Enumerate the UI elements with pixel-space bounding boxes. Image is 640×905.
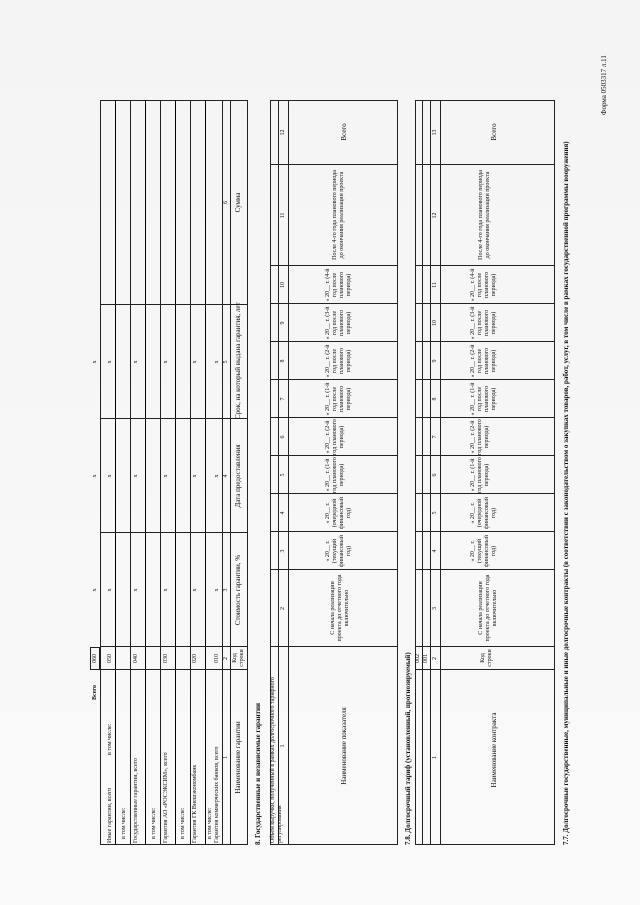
- colnum: 6: [432, 473, 438, 477]
- col-y6-header: « 20__ г. (2-й год после планового периода): [470, 344, 497, 378]
- colnum: 5: [280, 473, 286, 477]
- section-7-8-title: 7.8. Долгосрочный тариф (установленный, прогнозируемый): [404, 652, 412, 845]
- s8-amount-header: Сумма: [234, 192, 242, 213]
- colnum: 3: [280, 549, 286, 553]
- col-y4-header: « 20__ г. (2-й год планового периода): [470, 419, 490, 455]
- colnum: 6: [280, 435, 286, 439]
- s8-row-sub: в том числе:: [180, 807, 186, 839]
- s8-row-date: x: [163, 474, 169, 478]
- colnum: 12: [280, 129, 286, 136]
- s78-y8-header: « 20__ г. (4-й год после планового периода): [325, 268, 352, 302]
- colnum: 8: [280, 359, 286, 363]
- s8-total-date: x: [92, 474, 98, 478]
- colnum: 2: [432, 657, 438, 660]
- s78-y5-header: « 20__ г. (1-й год после планового периода): [325, 382, 352, 416]
- s8-row-cost: x: [133, 588, 139, 592]
- s8-row-code: 030: [163, 654, 169, 663]
- s8-row-cost: x: [192, 588, 198, 592]
- colnum: 2: [280, 607, 286, 610]
- s8-row-date: x: [107, 474, 113, 478]
- col-y8-header: « 20__ г. (4-й год после планового периода): [470, 268, 497, 302]
- s78-y7-header: « 20__ г. (3-й год после планового периода): [325, 306, 352, 340]
- s8-row-name: Государственные гарантии, всего: [133, 758, 139, 843]
- colnum: 7: [280, 397, 286, 401]
- col-after-header: После 4-го года планового периода до окончания реализации проекта: [478, 170, 491, 260]
- colnum: 2: [223, 657, 229, 660]
- colnum: 4: [280, 511, 286, 515]
- s8-row-cost: x: [163, 588, 169, 592]
- s78-y4-header: « 20__ г. (2-й год планового периода): [325, 419, 345, 455]
- colnum: 13: [432, 129, 438, 136]
- s78-since-start-header: С начала реализации проекта до отчетного года включительно: [330, 574, 350, 642]
- s78-after-header: После 4-го года планового периода до окончания реализации проекта: [332, 170, 345, 260]
- col-code-header: Код строки: [480, 649, 493, 667]
- s8-row-term: x: [133, 360, 139, 364]
- col-y2-header: « 20__ г. (очередной финансовый год): [470, 497, 497, 529]
- s8-row-name: Гарантия ГК Внешэкономбанк: [192, 764, 198, 843]
- s8-row-cost: x: [214, 588, 220, 592]
- s8-row-name: Гарантия АО «РОСЭКСИМ», всего: [163, 752, 169, 843]
- col-y1-header: « 20__ г. (текущий финансовый год): [470, 535, 497, 567]
- s8-row-code: 050: [107, 654, 113, 663]
- s8-row-cost: x: [107, 588, 113, 592]
- colnum: 1: [280, 744, 286, 748]
- colnum: 1: [223, 756, 229, 759]
- row-code-001: 001: [423, 654, 429, 663]
- col-y3-header: « 20__ г. (1-й год планового периода): [470, 457, 490, 493]
- s8-cost-header: Стоимость гарантии, %: [234, 554, 242, 626]
- col-y5-header: « 20__ г. (1-й год после планового периода): [470, 382, 497, 416]
- colnum: 11: [432, 282, 438, 288]
- colnum: 9: [432, 359, 438, 363]
- colnum: 10: [280, 282, 286, 288]
- colnum: 7: [432, 435, 438, 439]
- colnum: 11: [280, 212, 286, 219]
- s8-total-label: Всего: [92, 685, 98, 700]
- s8-row-code: 040: [133, 654, 139, 663]
- s8-row-date: x: [133, 474, 139, 478]
- s78-total-header: Всего: [340, 123, 348, 141]
- s8-row-code: 010: [214, 654, 220, 663]
- colnum: 10: [432, 320, 438, 326]
- colnum: 12: [432, 212, 438, 219]
- colnum: 5: [432, 511, 438, 515]
- colnum: 9: [280, 321, 286, 325]
- colnum: 5: [223, 360, 229, 364]
- s8-row-sub: в том числе:: [121, 807, 127, 839]
- s78-y2-header: « 20__ г. (очередной финансовый год): [325, 497, 352, 529]
- section-8-title: 8. Государственные и независимые гарантии: [254, 702, 262, 845]
- colnum: 4: [432, 549, 438, 553]
- s78-row-label: Объем выручки, полученный в рамках долгосрочного тарифного регулирования: [270, 677, 283, 843]
- s8-total-cost: x: [92, 588, 98, 592]
- colnum: 4: [223, 474, 229, 478]
- s8-row-name: Гарантия коммерческих банков, всего: [214, 746, 220, 843]
- colnum: 8: [432, 397, 438, 401]
- s8-row-term: x: [107, 360, 113, 364]
- col-name-header: Наименование контракта: [490, 712, 498, 788]
- s8-row-sub: в том числе:: [107, 723, 113, 755]
- colnum: 3: [223, 588, 229, 592]
- s8-row-date: x: [214, 474, 220, 478]
- colnum: 6: [223, 201, 229, 204]
- col-since-start-header: С начала реализации проекта до отчетного года включительно: [478, 574, 498, 642]
- s8-row-code: 020: [192, 654, 198, 663]
- s8-total-code: 060: [92, 654, 98, 663]
- s78-y3-header: « 20__ г. (1-й год планового периода): [325, 457, 345, 493]
- col-total-header: Всего: [490, 123, 498, 141]
- s8-row-term: x: [163, 360, 169, 364]
- section-7-7-title: 7.7. Долгосрочные государственные, муниципальные и иные долгосрочные контракты (в соответствии с законодательством о закупках товаров, работ, услуг, в том числе в рамках государственной программы вооружения): [562, 141, 570, 845]
- colnum: 3: [432, 607, 438, 610]
- s78-name-header: Наименование показателя: [340, 707, 348, 785]
- s8-row-sub: в том числе:: [151, 807, 157, 839]
- s8-total-term: x: [92, 360, 98, 364]
- colnum: 1: [432, 756, 438, 759]
- s8-row-date: x: [192, 474, 198, 478]
- s8-name-header: Наименование гарантии: [234, 721, 242, 794]
- s8-code-header: Код строки: [232, 649, 245, 667]
- s78-y1-header: « 20__ г. (текущий финансовый год): [325, 535, 352, 567]
- row-code-002: 002: [415, 654, 421, 663]
- s8-term-header: Срок, на который выдана гарантия, лет: [234, 302, 242, 419]
- s8-row-name: Иные гарантии, всего: [107, 787, 113, 843]
- s8-date-header: Дата предоставления: [234, 444, 242, 508]
- s8-row-term: x: [192, 360, 198, 364]
- form-code: Форма 0503317 л.11: [600, 55, 608, 115]
- s8-row-sub: в том числе:: [207, 807, 213, 839]
- col-y7-header: « 20__ г. (3-й год после планового периода): [470, 306, 497, 340]
- s78-y6-header: « 20__ г. (2-й год после планового периода): [325, 344, 352, 378]
- s8-row-term: x: [214, 360, 220, 364]
